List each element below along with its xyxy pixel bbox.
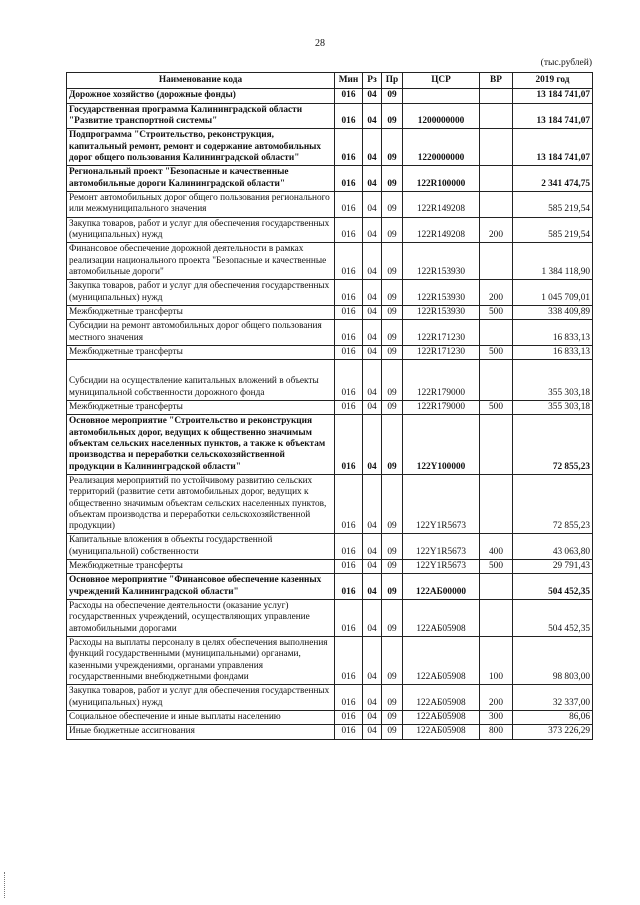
cell-vr: 500: [480, 400, 513, 414]
cell-vr: [480, 600, 513, 637]
table-row: [67, 574, 593, 600]
cell-csr: 122АБ05908: [403, 685, 480, 711]
header-year: 2019 год: [513, 73, 593, 89]
cell-vr: [480, 474, 513, 534]
cell-min: 016: [335, 129, 363, 166]
cell-pr: 09: [382, 725, 403, 739]
header-name: Наименование кода: [67, 73, 335, 89]
cell-vr: 200: [480, 280, 513, 306]
cell-pr: 09: [382, 637, 403, 685]
cell-min: 016: [335, 280, 363, 306]
cell-min: 016: [335, 600, 363, 637]
cell-sum: 86,06: [513, 711, 593, 725]
cell-min: 016: [335, 191, 363, 217]
cell-csr: 1200000000: [403, 103, 480, 129]
cell-csr: [403, 89, 480, 103]
cell-vr: 200: [480, 685, 513, 711]
cell-vr: [480, 166, 513, 192]
cell-vr: 300: [480, 711, 513, 725]
table-row: [67, 280, 593, 306]
cell-sum: 1 384 118,90: [513, 243, 593, 280]
cell-rz: 04: [363, 103, 382, 129]
cell-pr: 09: [382, 305, 403, 319]
cell-pr: 09: [382, 415, 403, 475]
cell-csr: 122Y1R5673: [403, 560, 480, 574]
cell-pr: 09: [382, 400, 403, 414]
cell-rz: 04: [363, 360, 382, 401]
cell-min: 016: [335, 103, 363, 129]
table-row: [67, 560, 593, 574]
cell-name: Расходы на выплаты персоналу в целях обеспечения выполнения функций государственными (муниципальными) органами, казенными учреждениями, органами управления государственными внебюджетными фондами: [67, 637, 335, 685]
cell-min: 016: [335, 711, 363, 725]
cell-rz: 04: [363, 637, 382, 685]
cell-pr: 09: [382, 600, 403, 637]
cell-min: 016: [335, 166, 363, 192]
cell-name: Закупка товаров, работ и услуг для обеспечения государственных (муниципальных) нужд: [67, 217, 335, 243]
cell-csr: 122R153930: [403, 305, 480, 319]
table-row: [67, 360, 593, 401]
cell-min: 016: [335, 217, 363, 243]
table-row: [67, 191, 593, 217]
cell-sum: 355 303,18: [513, 360, 593, 401]
cell-pr: 09: [382, 360, 403, 401]
table-row: [67, 217, 593, 243]
cell-vr: 500: [480, 345, 513, 359]
cell-sum: 2 341 474,75: [513, 166, 593, 192]
cell-min: 016: [335, 243, 363, 280]
cell-csr: 122АБ05908: [403, 637, 480, 685]
cell-sum: 72 855,23: [513, 474, 593, 534]
cell-sum: 43 063,80: [513, 534, 593, 560]
cell-csr: 122R153930: [403, 280, 480, 306]
cell-sum: 72 855,23: [513, 415, 593, 475]
cell-rz: 04: [363, 217, 382, 243]
cell-pr: 09: [382, 711, 403, 725]
cell-name: Региональный проект "Безопасные и качественные автомобильные дороги Калининградской области": [67, 166, 335, 192]
cell-vr: [480, 89, 513, 103]
cell-pr: 09: [382, 320, 403, 346]
cell-rz: 04: [363, 129, 382, 166]
cell-rz: 04: [363, 560, 382, 574]
cell-csr: 122R179000: [403, 360, 480, 401]
cell-sum: 13 184 741,07: [513, 103, 593, 129]
header-rz: Рз: [363, 73, 382, 89]
cell-name: Социальное обеспечение и иные выплаты населению: [67, 711, 335, 725]
table-row: [67, 600, 593, 637]
cell-sum: 338 409,89: [513, 305, 593, 319]
cell-csr: 122R171230: [403, 345, 480, 359]
cell-csr: 122Y1R5673: [403, 534, 480, 560]
cell-name: Государственная программа Калининградской области "Развитие транспортной системы": [67, 103, 335, 129]
budget-table: [66, 72, 593, 740]
cell-pr: 09: [382, 243, 403, 280]
cell-pr: 09: [382, 474, 403, 534]
table-row: [67, 400, 593, 414]
cell-csr: 122АБ00000: [403, 574, 480, 600]
table-row: [67, 320, 593, 346]
cell-pr: 09: [382, 685, 403, 711]
cell-name: Межбюджетные трансферты: [67, 400, 335, 414]
cell-vr: 200: [480, 217, 513, 243]
cell-vr: [480, 129, 513, 166]
table-row: [67, 415, 593, 475]
cell-rz: 04: [363, 400, 382, 414]
table-row: [67, 637, 593, 685]
cell-vr: 100: [480, 637, 513, 685]
cell-csr: 122R149208: [403, 191, 480, 217]
cell-pr: 09: [382, 166, 403, 192]
cell-min: 016: [335, 345, 363, 359]
cell-min: 016: [335, 685, 363, 711]
header-pr: Пр: [382, 73, 403, 89]
cell-vr: [480, 415, 513, 475]
cell-vr: [480, 103, 513, 129]
cell-min: 016: [335, 560, 363, 574]
cell-sum: 355 303,18: [513, 400, 593, 414]
cell-rz: 04: [363, 685, 382, 711]
table-row: [67, 129, 593, 166]
cell-pr: 09: [382, 89, 403, 103]
cell-sum: 373 226,29: [513, 725, 593, 739]
table-row: [67, 685, 593, 711]
cell-rz: 04: [363, 600, 382, 637]
cell-rz: 04: [363, 89, 382, 103]
table-row: [67, 711, 593, 725]
table-row: [67, 243, 593, 280]
cell-name: Закупка товаров, работ и услуг для обеспечения государственных (муниципальных) нужд: [67, 280, 335, 306]
table-row: [67, 103, 593, 129]
cell-sum: 13 184 741,07: [513, 129, 593, 166]
cell-name: Субсидии на осуществление капитальных вложений в объекты муниципальной собственности дорожного фонда: [67, 360, 335, 401]
cell-sum: 32 337,00: [513, 685, 593, 711]
cell-name: Основное мероприятие "Финансовое обеспечение казенных учреждений Калининградской области": [67, 574, 335, 600]
cell-name: Дорожное хозяйство (дорожные фонды): [67, 89, 335, 103]
cell-pr: 09: [382, 191, 403, 217]
cell-rz: 04: [363, 725, 382, 739]
table-row: [67, 725, 593, 739]
cell-rz: 04: [363, 711, 382, 725]
table-row: [67, 305, 593, 319]
table-header-row: [67, 73, 593, 89]
cell-min: 016: [335, 574, 363, 600]
header-csr: ЦСР: [403, 73, 480, 89]
cell-pr: 09: [382, 574, 403, 600]
cell-name: Реализация мероприятий по устойчивому развитию сельских территорий (развитие сети автомобильных дорог, ведущих к общественно значимым объектам сельских населенных пунктов, объектам производства и переработки сельскохозяйственной продукции): [67, 474, 335, 534]
cell-vr: [480, 191, 513, 217]
cell-min: 016: [335, 320, 363, 346]
cell-rz: 04: [363, 534, 382, 560]
table-body: [67, 89, 593, 739]
cell-rz: 04: [363, 305, 382, 319]
cell-min: 016: [335, 534, 363, 560]
cell-name: Закупка товаров, работ и услуг для обеспечения государственных (муниципальных) нужд: [67, 685, 335, 711]
scan-margin-mark: [4, 872, 7, 898]
cell-vr: [480, 360, 513, 401]
cell-name: Подпрограмма "Строительство, реконструкция, капитальный ремонт, ремонт и содержание автомобильных дорог общего пользования Калининградской области": [67, 129, 335, 166]
cell-min: 016: [335, 474, 363, 534]
cell-name: Межбюджетные трансферты: [67, 305, 335, 319]
cell-vr: [480, 574, 513, 600]
cell-min: 016: [335, 305, 363, 319]
cell-name: Иные бюджетные ассигнования: [67, 725, 335, 739]
cell-sum: 504 452,35: [513, 600, 593, 637]
cell-sum: 16 833,13: [513, 320, 593, 346]
cell-name: Расходы на обеспечение деятельности (оказание услуг) государственных учреждений, осуществляющих управление автомобильными дорогами: [67, 600, 335, 637]
cell-pr: 09: [382, 129, 403, 166]
cell-pr: 09: [382, 534, 403, 560]
cell-csr: 1220000000: [403, 129, 480, 166]
table-row: [67, 89, 593, 103]
cell-sum: 98 803,00: [513, 637, 593, 685]
cell-name: Ремонт автомобильных дорог общего пользования регионального или межмуниципального значения: [67, 191, 335, 217]
cell-min: 016: [335, 400, 363, 414]
cell-csr: 122R153930: [403, 243, 480, 280]
cell-rz: 04: [363, 474, 382, 534]
cell-pr: 09: [382, 345, 403, 359]
cell-rz: 04: [363, 243, 382, 280]
cell-sum: 1 045 709,01: [513, 280, 593, 306]
cell-sum: 16 833,13: [513, 345, 593, 359]
cell-name: Межбюджетные трансферты: [67, 560, 335, 574]
units-label: (тыс.рублей): [540, 58, 592, 68]
cell-csr: 122Y100000: [403, 415, 480, 475]
cell-sum: 585 219,54: [513, 191, 593, 217]
header-min: Мин: [335, 73, 363, 89]
cell-vr: [480, 243, 513, 280]
cell-csr: 122АБ05908: [403, 600, 480, 637]
cell-csr: 122R100000: [403, 166, 480, 192]
cell-csr: 122АБ05908: [403, 711, 480, 725]
cell-sum: 13 184 741,07: [513, 89, 593, 103]
cell-rz: 04: [363, 166, 382, 192]
table-row: [67, 166, 593, 192]
cell-rz: 04: [363, 415, 382, 475]
cell-name: Финансовое обеспечение дорожной деятельности в рамках реализации национального проекта "Безопасные и качественные автомобильные дороги": [67, 243, 335, 280]
cell-min: 016: [335, 89, 363, 103]
page-number: 28: [315, 38, 325, 49]
cell-rz: 04: [363, 574, 382, 600]
table-row: [67, 345, 593, 359]
cell-name: Основное мероприятие "Строительство и реконструкция автомобильных дорог, ведущих к общественно значимым объектам сельских населенных пунктов, а также к объектам производства и переработки сельскохозяйственной продукции в Калининградской области": [67, 415, 335, 475]
cell-csr: 122R179000: [403, 400, 480, 414]
cell-pr: 09: [382, 217, 403, 243]
cell-min: 016: [335, 360, 363, 401]
cell-csr: 122R149208: [403, 217, 480, 243]
cell-vr: 500: [480, 560, 513, 574]
cell-rz: 04: [363, 280, 382, 306]
cell-vr: [480, 320, 513, 346]
cell-csr: 122R171230: [403, 320, 480, 346]
cell-sum: 585 219,54: [513, 217, 593, 243]
cell-pr: 09: [382, 280, 403, 306]
cell-csr: 122Y1R5673: [403, 474, 480, 534]
table-row: [67, 534, 593, 560]
cell-vr: 400: [480, 534, 513, 560]
cell-csr: 122АБ05908: [403, 725, 480, 739]
cell-name: Капитальные вложения в объекты государственной (муниципальной) собственности: [67, 534, 335, 560]
cell-rz: 04: [363, 345, 382, 359]
cell-sum: 29 791,43: [513, 560, 593, 574]
table-row: [67, 474, 593, 534]
cell-rz: 04: [363, 191, 382, 217]
cell-min: 016: [335, 637, 363, 685]
cell-rz: 04: [363, 320, 382, 346]
cell-name: Субсидии на ремонт автомобильных дорог общего пользования местного значения: [67, 320, 335, 346]
cell-pr: 09: [382, 560, 403, 574]
cell-vr: 800: [480, 725, 513, 739]
cell-min: 016: [335, 725, 363, 739]
cell-vr: 500: [480, 305, 513, 319]
cell-sum: 504 452,35: [513, 574, 593, 600]
cell-pr: 09: [382, 103, 403, 129]
cell-name: Межбюджетные трансферты: [67, 345, 335, 359]
header-vr: ВР: [480, 73, 513, 89]
cell-min: 016: [335, 415, 363, 475]
